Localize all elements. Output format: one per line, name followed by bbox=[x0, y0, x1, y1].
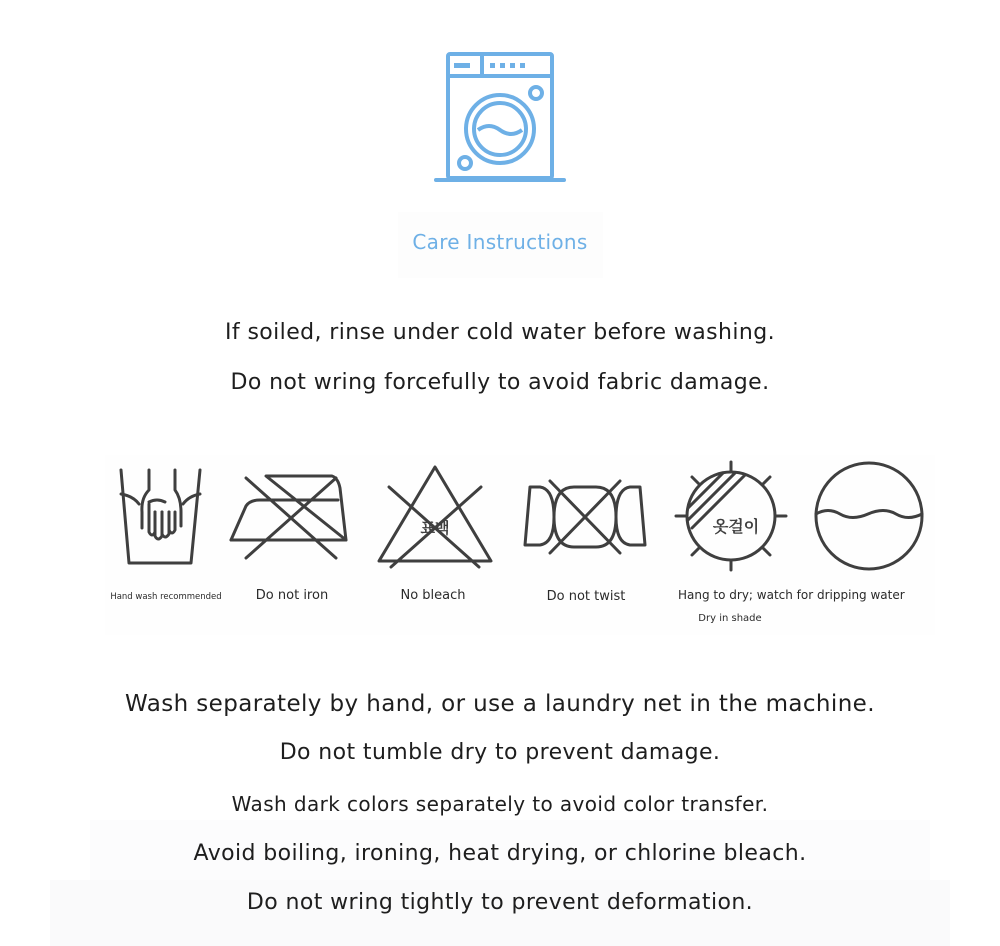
symbol-label-no-twist: Do not twist bbox=[546, 589, 626, 604]
washing-machine-icon bbox=[434, 50, 566, 184]
gentle-wash-icon bbox=[812, 459, 926, 573]
symbol-sublabel-dry-shade: Dry in shade bbox=[698, 613, 762, 624]
symbol-label-no-iron: Do not iron bbox=[255, 588, 329, 603]
no-twist-icon bbox=[522, 477, 648, 557]
symbol-label-hang-dry: Hang to dry; watch for dripping water bbox=[678, 588, 905, 602]
intro-line-2: Do not wring forcefully to avoid fabric damage. bbox=[230, 370, 770, 395]
symbol-label-no-bleach: No bleach bbox=[400, 588, 466, 603]
hang-dry-glyph: 옷걸이 bbox=[712, 517, 760, 536]
hand-wash-icon bbox=[115, 468, 207, 568]
instruction-line-2: Do not tumble dry to prevent damage. bbox=[279, 740, 721, 765]
instruction-line-5: Do not wring tightly to prevent deformation. bbox=[246, 890, 754, 915]
instruction-line-4: Avoid boiling, ironing, heat drying, or chlorine bleach. bbox=[193, 841, 807, 866]
symbol-label-hand-wash: Hand wash recommended bbox=[110, 592, 222, 602]
no-iron-icon bbox=[228, 472, 350, 562]
intro-line-1: If soiled, rinse under cold water before washing. bbox=[225, 320, 775, 345]
no-bleach-glyph: 표백 bbox=[420, 519, 450, 537]
no-bleach-icon bbox=[375, 463, 495, 571]
hang-dry-shade-icon bbox=[674, 460, 788, 574]
page-title: Care Instructions bbox=[412, 230, 588, 254]
instruction-line-3: Wash dark colors separately to avoid color transfer. bbox=[231, 792, 769, 816]
instruction-line-1: Wash separately by hand, or use a laundry net in the machine. bbox=[125, 691, 875, 717]
